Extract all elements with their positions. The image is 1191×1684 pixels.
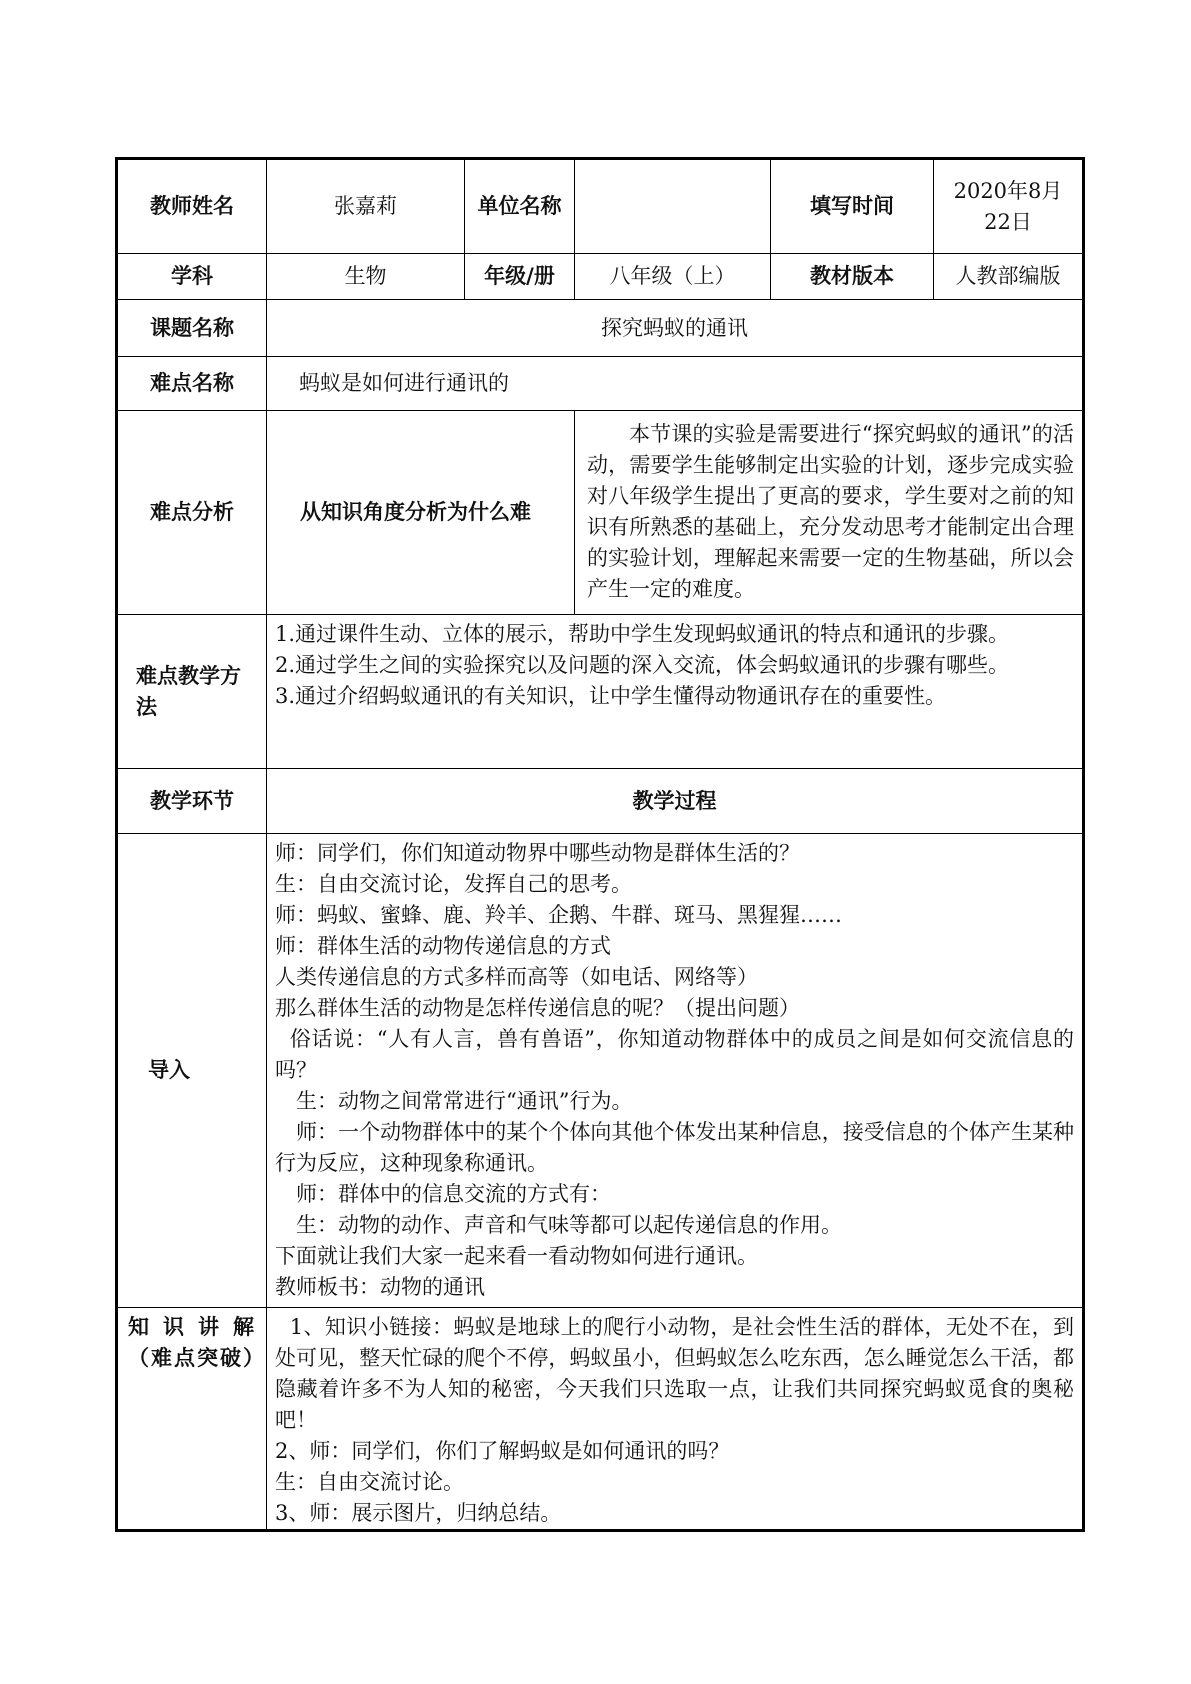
intro-line: 人类传递信息的方式多样而高等（如电话、网络等） [275,965,758,989]
subject-value: 生物 [267,254,465,300]
difficulty-value: 蚂蚁是如何进行通讯的 [267,357,1084,411]
intro-line: 俗话说：“人有人言，兽有兽语”，你知道动物群体中的成员之间是如何交流信息的吗？ [275,1027,1074,1082]
header-row-1 [117,159,1084,254]
grade-label: 年级/册 [465,254,575,300]
method-content [267,615,1084,769]
intro-line: 师：群体生活的动物传递信息的方式 [275,934,611,958]
knowledge-content [267,1308,1084,1531]
method-item: 2.通过学生之间的实验探究以及问题的深入交流，体会蚂蚁通讯的步骤有哪些。 [275,653,1010,677]
difficulty-row [117,357,1084,411]
intro-line: 师：一个动物群体中的某个个体向其他个体发出某种信息，接受信息的个体产生某种行为反应，这种现象称通讯。 [275,1120,1074,1175]
method-label: 难点教学方法 [117,615,267,769]
method-item: 3.通过介绍蚂蚁通讯的有关知识，让中学生懂得动物通讯存在的重要性。 [275,684,947,708]
intro-content [267,834,1084,1308]
intro-row [117,834,1084,1308]
process-title: 教学过程 [267,769,1084,834]
analysis-text [575,411,1084,615]
unit-name-label: 单位名称 [465,159,575,254]
lesson-plan-table [115,157,1085,1532]
method-row [117,615,1084,769]
process-header-row [117,769,1084,834]
topic-row [117,300,1084,357]
analysis-sub-label [267,411,575,615]
fill-time-label: 填写时间 [771,159,934,254]
difficulty-label: 难点名称 [117,357,267,411]
analysis-row [117,411,1084,615]
intro-line: 下面就让我们大家一起来看一看动物如何进行通讯。 [275,1244,758,1268]
intro-line: 生：动物之间常常进行“通讯”行为。 [296,1089,633,1113]
stage-label: 教学环节 [117,769,267,834]
intro-line: 生：自由交流讨论，发挥自己的思考。 [275,872,632,896]
intro-line: 师：群体中的信息交流的方式有： [296,1182,611,1206]
header-row-2 [117,254,1084,300]
unit-name-value [575,159,771,254]
fill-time-value: 2020年8月22日 [934,159,1084,254]
intro-line: 教师板书：动物的通讯 [275,1275,485,1299]
knowledge-line: 2、师：同学们，你们了解蚂蚁是如何通讯的吗？ [275,1439,730,1463]
analysis-sub-label-text: 从知识角度分析为什么难 [300,500,531,524]
teacher-name-label: 教师姓名 [117,159,267,254]
knowledge-row [117,1308,1084,1531]
analysis-label: 难点分析 [117,411,267,615]
knowledge-line: 1、知识小链接：蚂蚁是地球上的爬行小动物，是社会性生活的群体，无处不在，到处可见，整天忙碌的爬个不停，蚂蚁虽小，但蚂蚁怎么吃东西，怎么睡觉怎么干活，都隐藏着许多不为人知的秘密，今天我们只选取一点，让我们共同探究蚂蚁觅食的奥秘吧！ [275,1315,1074,1432]
knowledge-label: 知识讲解（难点突破） [117,1308,267,1531]
analysis-paragraph: 本节课的实验是需要进行“探究蚂蚁的通讯”的活动，需要学生能够制定出实验的计划，逐步完成实验对八年级学生提出了更高的要求，学生要对之前的知识有所熟悉的基础上，充分发动思考才能制定出合理的实验计划，理解起来需要一定的生物基础，所以会产生一定的难度。 [587,422,1074,601]
intro-line: 师：同学们，你们知道动物界中哪些动物是群体生活的？ [275,841,800,865]
topic-value: 探究蚂蚁的通讯 [267,300,1084,357]
intro-line: 那么群体生活的动物是怎样传递信息的呢？（提出问题） [275,996,800,1020]
intro-line: 师：蚂蚁、蜜蜂、鹿、羚羊、企鹅、牛群、斑马、黑猩猩…… [275,903,842,927]
method-item: 1.通过课件生动、立体的展示，帮助中学生发现蚂蚁通讯的特点和通讯的步骤。 [275,622,1010,646]
edition-value: 人教部编版 [934,254,1084,300]
grade-value: 八年级（上） [575,254,771,300]
subject-label: 学科 [117,254,267,300]
topic-label: 课题名称 [117,300,267,357]
knowledge-line: 3、师：展示图片，归纳总结。 [275,1501,562,1525]
intro-line: 生：动物的动作、声音和气味等都可以起传递信息的作用。 [296,1213,842,1237]
teacher-name-value: 张嘉莉 [267,159,465,254]
knowledge-line: 生：自由交流讨论。 [275,1470,464,1494]
intro-label: 导入 [117,834,267,1308]
edition-label: 教材版本 [771,254,934,300]
